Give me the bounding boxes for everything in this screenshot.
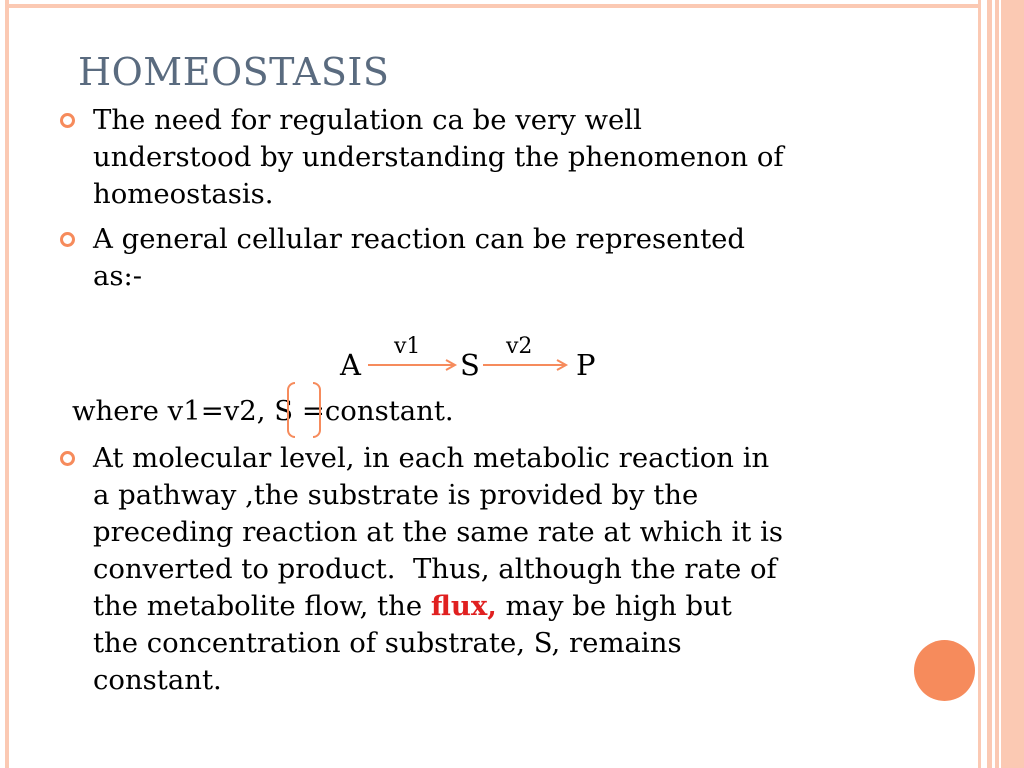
rate-v2-label: v2 xyxy=(506,334,533,359)
flux-line-before: the metabolite flow, the xyxy=(93,590,431,622)
bullet-line: preceding reaction at the same rate at which it is xyxy=(93,516,783,548)
species-s: S xyxy=(460,348,480,382)
bracket-left-icon xyxy=(287,382,295,438)
bullet-line: understood by understanding the phenomenon of xyxy=(93,141,784,173)
bullet-line: At molecular level, in each metabolic reaction in xyxy=(93,442,770,474)
species-p: P xyxy=(576,348,596,382)
bullet-line-flux xyxy=(93,588,732,625)
bullet-line: A general cellular reaction can be represented xyxy=(93,223,746,255)
arrow-v2-icon xyxy=(483,355,571,375)
species-a: A xyxy=(340,348,361,382)
frame-inner-right-line xyxy=(978,0,981,768)
bullet-circle-icon xyxy=(60,232,75,247)
bullet-line: homeostasis. xyxy=(93,178,274,210)
flux-line-after: may be high but xyxy=(496,590,732,622)
bullet-line: the concentration of substrate, S, remains xyxy=(93,627,682,659)
slide-title: HOMEOSTASIS xyxy=(78,50,390,94)
rate-v1-label: v1 xyxy=(394,334,421,359)
bullet-line: a pathway ,the substrate is provided by the xyxy=(93,479,699,511)
frame-left-line xyxy=(5,0,9,768)
reaction-diagram xyxy=(340,334,620,390)
bullet-circle-icon xyxy=(60,451,75,466)
where-line: where v1=v2, S =constant. xyxy=(72,395,454,427)
bullet-line: as:- xyxy=(93,260,143,292)
bracket-right-icon xyxy=(313,382,321,438)
frame-top-line xyxy=(5,4,980,8)
bullet-line: The need for regulation ca be very well xyxy=(93,104,642,136)
right-decorative-band xyxy=(987,0,1024,768)
flux-highlight: flux, xyxy=(430,590,497,622)
bullet-circle-icon xyxy=(60,113,75,128)
bullet-line: constant. xyxy=(93,664,222,696)
decorative-orange-circle xyxy=(914,640,975,701)
bullet-line: converted to product. Thus, although the rate of xyxy=(93,553,777,585)
arrow-v1-icon xyxy=(368,355,460,375)
